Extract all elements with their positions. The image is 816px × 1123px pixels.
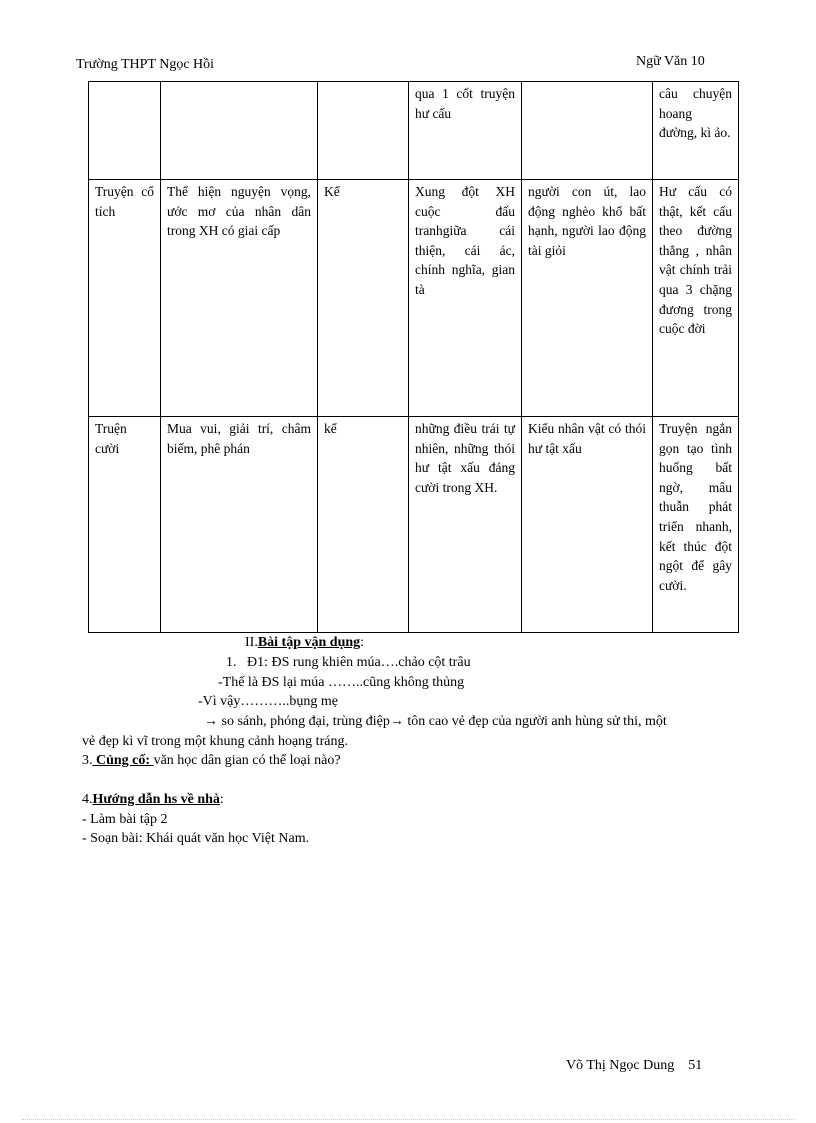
page-footer — [566, 1058, 702, 1074]
table-cell — [161, 82, 318, 180]
page-divider — [22, 1119, 794, 1120]
table-cell: người con út, lao động nghèo khổ bất hạnh, người lao động tài giỏi — [522, 180, 653, 417]
section-text: văn học dân gian có thể loại nào? — [153, 753, 341, 768]
exercise-conclusion — [204, 712, 740, 731]
section-title: Hướng dẫn hs về nhà — [92, 792, 220, 807]
homework-item: - Làm bài tập 2 — [82, 812, 168, 827]
table-cell: kể — [318, 417, 409, 633]
table-row — [89, 82, 739, 180]
section-number: 3. — [82, 753, 93, 768]
table-row — [89, 180, 739, 417]
table-cell: Truyện cổ tích — [89, 180, 161, 417]
item-number: 1. — [226, 655, 237, 670]
table-cell: Truyện ngắn gọn tạo tình huống bất ngờ, mâu thuẫn phát triển nhanh, kết thúc đột ngột để gây cười. — [653, 417, 739, 633]
table-cell — [522, 82, 653, 180]
subject-name: Ngữ Văn 10 — [636, 54, 705, 69]
exercise-item-1 — [226, 653, 471, 672]
section-number: II. — [245, 635, 258, 650]
section-number: 4. — [82, 792, 93, 807]
item-text: Đ1: ĐS rung khiên múa….chảo cột trâu — [247, 655, 471, 670]
table-cell — [89, 82, 161, 180]
page-number: 51 — [688, 1058, 703, 1073]
section-4-heading — [82, 790, 224, 809]
table-cell: Kể — [318, 180, 409, 417]
genre-table — [88, 81, 739, 633]
exercise-line: -Vì vậy………..bụng mẹ — [198, 694, 338, 709]
conclusion-text: so sánh, phóng đại, trùng điệp — [221, 714, 390, 729]
table-cell: Xung đột XH cuộc đấu tranhgiữa cái thiện, cái ác, chính nghĩa, gian tà — [409, 180, 522, 417]
homework-item: - Soạn bài: Khái quát văn học Việt Nam. — [82, 831, 310, 846]
section-3 — [82, 751, 341, 770]
table-cell: Truện cười — [89, 417, 161, 633]
table-cell: Kiểu nhân vật có thói hư tật xấu — [522, 417, 653, 633]
author-name: Võ Thị Ngọc Dung — [566, 1058, 675, 1073]
table-cell: Mua vui, giải trí, châm biếm, phê phán — [161, 417, 318, 633]
table-cell: Thể hiện nguyện vọng, ước mơ của nhân dân trong XH có giai cấp — [161, 180, 318, 417]
table-cell — [318, 82, 409, 180]
section-2-heading — [245, 633, 364, 652]
exercise-line: -Thế là ĐS lại múa ……..cũng không thủng — [218, 675, 465, 690]
table-cell: Hư cấu có thật, kết cấu theo đường thẳng , nhân vật chính trải qua 3 chặng đương trong cuộc đời — [653, 180, 739, 417]
table-cell: những điều trái tự nhiên, những thói hư tật xấu đáng cười trong XH. — [409, 417, 522, 633]
section-colon: : — [219, 792, 224, 807]
section-colon: : — [360, 635, 365, 650]
table-cell: qua 1 cốt truyện hư cấu — [409, 82, 522, 180]
table-cell: câu chuyện hoang đường, kì ảo. — [653, 82, 739, 180]
school-name: Trường THPT Ngọc Hồi — [76, 57, 215, 72]
arrow-icon: → — [204, 714, 218, 729]
exercise-conclusion-cont: vẻ đẹp kì vĩ trong một khung cảnh hoạng tráng. — [82, 734, 348, 749]
arrow-icon: → — [389, 714, 404, 729]
table-row — [89, 417, 739, 633]
section-title: Bài tập vận dụng — [257, 635, 361, 650]
section-title: Củng cố: — [92, 753, 154, 768]
conclusion-text: tôn cao vẻ đẹp của người anh hùng sử thi, một — [407, 714, 667, 729]
